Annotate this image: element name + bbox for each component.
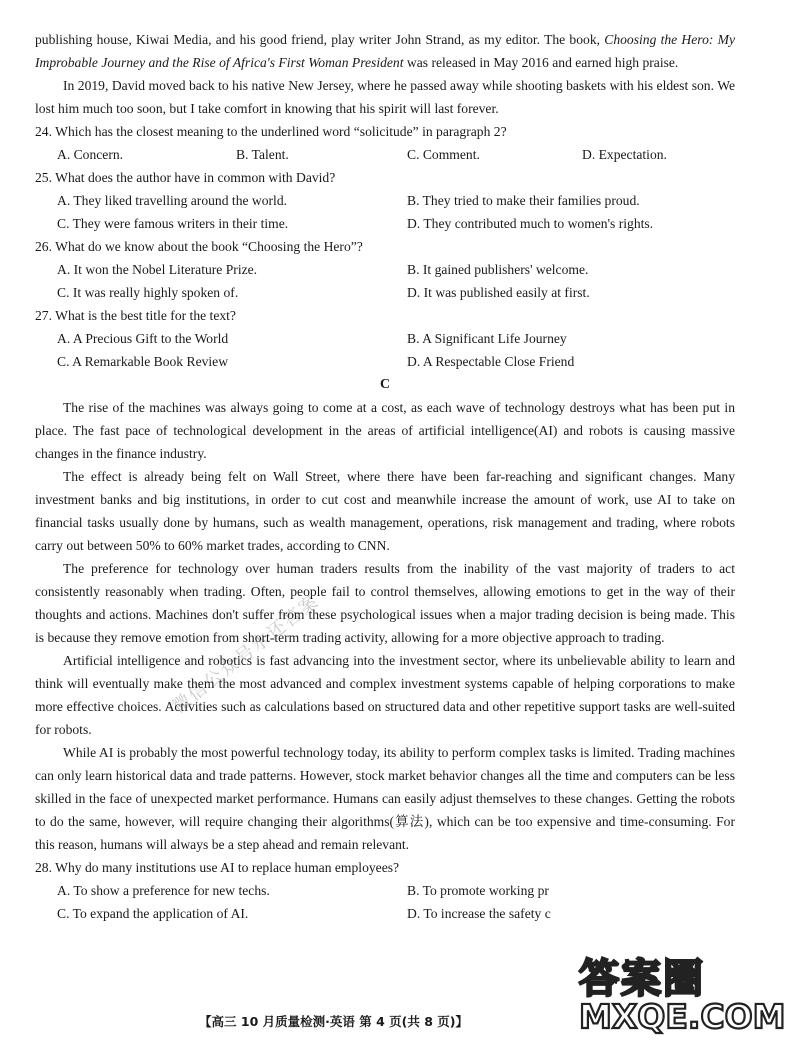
question-24-options — [35, 143, 735, 166]
q26-option-a[interactable]: A. It won the Nobel Literature Prize. — [57, 262, 258, 277]
question-26-stem: 26. What do we know about the book “Choosing the Hero”? — [35, 239, 363, 254]
q25-option-c[interactable]: C. They were famous writers in their time. — [57, 216, 289, 231]
question-28-options-row2 — [35, 902, 735, 925]
q27-option-b[interactable]: B. A Significant Life Journey — [407, 331, 567, 346]
question-25-options-row2 — [35, 212, 735, 235]
intro-paragraph-1: publishing house, Kiwai Media, and his good friend, play writer John Strand, as my editor. The book, Choosing the Hero: My Improbable Journey and the Rise of Africa's First Woman President was released in May 2016 and earned high praise. — [35, 32, 735, 70]
q26-option-b[interactable]: B. It gained publishers' welcome. — [407, 262, 589, 277]
q25-option-d[interactable]: D. They contributed much to women's rights. — [407, 216, 654, 231]
question-25-stem: 25. What does the author have in common with David? — [35, 170, 336, 185]
question-26-options-row1 — [35, 258, 735, 281]
passage-c-paragraph-4: Artificial intelligence and robotics is fast advancing into the investment sector, where its unbelievable ability to learn and think will eventually make them the most advanced and complex investment systems capable of helping corporations to make more effective choices. Activities such as calculations based on structured data and other repetitive support tasks are well-suited for robots. — [35, 653, 735, 737]
question-24-stem: 24. Which has the closest meaning to the underlined word “solicitude” in paragraph 2? — [35, 124, 507, 139]
q28-option-c[interactable]: C. To expand the application of AI. — [57, 906, 249, 921]
question-25-options-row1 — [35, 189, 735, 212]
q28-option-a[interactable]: A. To show a preference for new techs. — [57, 883, 270, 898]
section-c-heading: C — [379, 377, 391, 392]
q24-option-b[interactable]: B. Talent. — [236, 147, 289, 162]
intro-paragraph-2: In 2019, David moved back to his native New Jersey, where he passed away while shooting baskets with his eldest son. We lost him much too soon, but I take comfort in knowing that his spirit will last forever. — [35, 78, 735, 116]
question-27-stem: 27. What is the best title for the text? — [35, 308, 236, 323]
q24-option-d[interactable]: D. Expectation. — [582, 147, 667, 162]
passage-c-paragraph-3: The preference for technology over human traders results from the inability of the vast majority of traders to act consistently reasonably when trading. Often, people fail to control themselves, allowing emotions to get in the way of their thoughts and actions. Machines don't suffer from these psychological issues when a major trading decision is being made. This is because they remove emotion from short-term trading activity, allowing for a more objective approach to trading. — [35, 561, 735, 645]
page-footer: 【高三 10 月质量检测·英语 第 4 页(共 8 页)】 — [199, 1014, 468, 1029]
q24-option-a[interactable]: A. Concern. — [57, 147, 124, 162]
question-27-options-row2 — [35, 350, 735, 373]
q27-option-a[interactable]: A. A Precious Gift to the World — [57, 331, 229, 346]
q25-option-a[interactable]: A. They liked travelling around the world. — [57, 193, 288, 208]
passage-c-paragraph-2: The effect is already being felt on Wall Street, where there have been far-reaching and significant changes. Many investment banks and big institutions, in order to cut cost and meanwhile increase the amount of work, use AI to take on financial tasks usually done by humans, such as wealth management, operations, risk management and trading, where robots carry out between 50% to 60% market trades, according to CNN. — [35, 469, 735, 553]
q28-option-d[interactable]: D. To increase the safety c — [407, 906, 551, 921]
q27-option-d[interactable]: D. A Respectable Close Friend — [407, 354, 575, 369]
logo-domain-text: MXQE.COM — [579, 997, 786, 1036]
q26-option-c[interactable]: C. It was really highly spoken of. — [57, 285, 239, 300]
question-28-options-row1 — [35, 879, 735, 902]
site-logo — [575, 945, 786, 1044]
passage-c-paragraph-1: The rise of the machines was always going to come at a cost, as each wave of technology destroys what has been put in place. The fast pace of technological development in the areas of artificial intelligence(AI) and robots is causing massive changes in the finance industry. — [35, 400, 735, 461]
logo-chinese-text: 答案圈 — [579, 956, 705, 1002]
question-28-stem: 28. Why do many institutions use AI to replace human employees? — [35, 860, 400, 875]
passage-c-paragraph-5: While AI is probably the most powerful technology today, its ability to perform complex tasks is limited. Trading machines can only learn historical data and trade patterns. However, stock market behavior changes all the time and computers can be less skilled in the face of unexpected market performance. Humans can easily adjust themselves to these changes. Getting the robots to do the same, however, will require changing their algorithms(算法), which can be too expensive and time-consuming. For this reason, humans will always be a step ahead and remain relevant. — [35, 745, 735, 852]
question-26-options-row2 — [35, 281, 735, 304]
q26-option-d[interactable]: D. It was published easily at first. — [407, 285, 590, 300]
exam-page — [35, 28, 735, 925]
q25-option-b[interactable]: B. They tried to make their families proud. — [407, 193, 640, 208]
book-title: Choosing the Hero: My Improbable Journey and the Rise of Africa's First Woman President — [35, 32, 735, 70]
question-27-options-row1 — [35, 327, 735, 350]
q27-option-c[interactable]: C. A Remarkable Book Review — [57, 354, 229, 369]
q24-option-c[interactable]: C. Comment. — [407, 147, 480, 162]
q28-option-b[interactable]: B. To promote working pr — [407, 883, 549, 898]
watermark-text: 微信公众号水还答案 — [168, 590, 324, 718]
